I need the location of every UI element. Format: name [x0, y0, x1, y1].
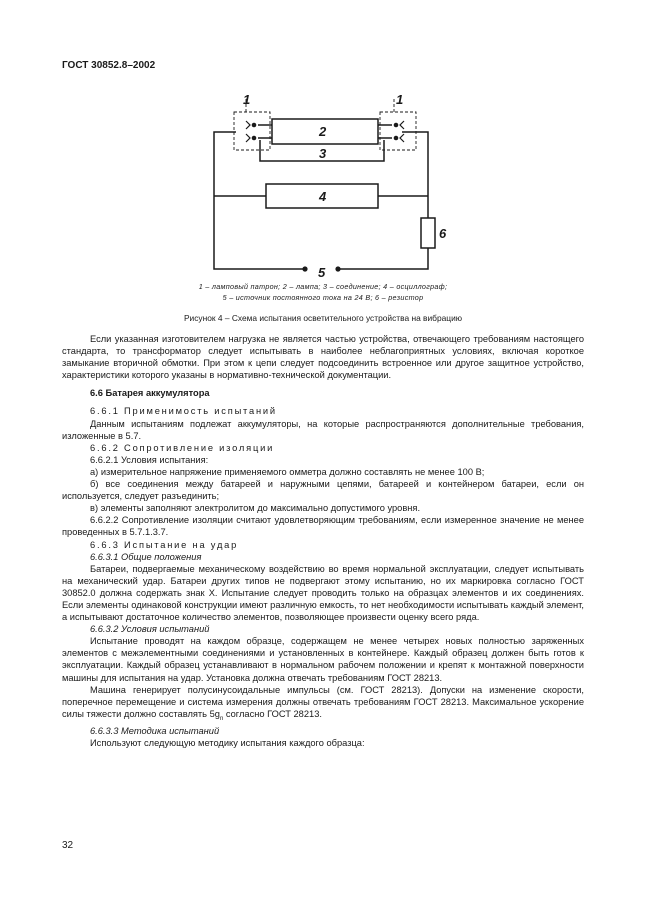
resistor-6	[421, 218, 435, 248]
paragraph: Испытание проводят на каждом образце, содержащем не менее четырех новых полностью заряженных элементов с межэлементными соединениями и установленных в контейнере. Каждый образец должен быть готов к эксплуатации. Каждый образец устанавливают в нормальном рабочем положении и крепят к монтажной поверхности машины для испытания на удар. Установка должна отвечать требованиям ГОСТ 28213.	[62, 636, 584, 683]
label-4: 4	[319, 189, 327, 204]
label-2: 2	[319, 124, 327, 139]
paragraph: Машина генерирует полусинусоидальные импульсы (см. ГОСТ 28213). Допуски на изменение скорости, поперечное перемещение и система измерения должны отвечать требованиям ГОСТ 28213. Максимальное ускорение силы тяжести должно составлять $5g_n$ согласно ГОСТ 28213.	[62, 684, 584, 722]
list-item: а) измерительное напряжение применяемого омметра должно составлять не менее 100 В;	[90, 466, 485, 477]
figure-legend-line-1: 1 – ламповый патрон; 2 – лампа; 3 – соединение; 4 – осциллограф;	[198, 282, 448, 291]
section-heading: 6.6 Батарея аккумулятора	[90, 388, 210, 399]
label-1-right: 1	[396, 92, 404, 107]
subsection-heading: 6.6.2 Сопротивление изоляции	[90, 442, 275, 453]
subsection-heading: 6.6.1 Применимость испытаний	[90, 406, 277, 417]
paragraph: Батареи, подвергаемые механическому воздействию во время нормальной эксплуатации, следует испытывать на механический удар. Батареи других типов не подвергают этому испытанию, но их маркировка согласно ГОСТ 30852.0 должна содержать знак X. Испытание следует проводить только на образцах элементов и их соединениях. Если элементы одинаковой конструкции имеют различную емкость, то нет необходимости испытывать каждый элемент, а испытывают достаточное количество элементов, позволяющее произвести оценку всего ряда.	[62, 563, 584, 623]
clause-heading: 6.6.3.2 Условия испытаний	[90, 624, 210, 635]
figure-caption: Рисунок 4 – Схема испытания осветительного устройства на вибрацию	[183, 313, 463, 323]
paragraph: 6.6.2.2 Сопротивление изоляции считают удовлетворяющим требованиям, если измеренное значение не менее проведенных в 5.7.1.3.7.	[62, 515, 584, 538]
terminal-left	[302, 266, 307, 271]
document-header: ГОСТ 30852.8–2002	[62, 60, 156, 71]
wire-right-lower	[340, 248, 428, 269]
clause-heading: 6.6.3.3 Методика испытаний	[90, 725, 220, 736]
lamp-holder-1-left	[234, 112, 270, 150]
label-6: 6	[439, 226, 447, 241]
paragraph: 6.6.2.1 Условия испытания:	[90, 454, 209, 465]
body-text	[62, 333, 584, 749]
wire-right	[402, 132, 428, 218]
circuit-diagram	[190, 88, 460, 278]
label-3: 3	[319, 146, 327, 161]
label-5: 5	[318, 265, 326, 278]
clause-heading: 6.6.3.1 Общие положения	[90, 551, 202, 562]
page-number: 32	[62, 840, 74, 851]
paragraph: Если указанная изготовителем нагрузка не является частью устройства, отвечающего требованиям настоящего стандарта, то трансформатор следует испытывать в наиболее неблагоприятных условиях, включая короткое замыкание вторичной обмотки. При этом к цепи следует подсоединить встроенное или другое защитное устройство, характеристики которого указаны в нормативно-технической документации.	[62, 334, 584, 381]
paragraph: Используют следующую методику испытания каждого образца:	[90, 737, 365, 748]
label-1-left: 1	[243, 92, 251, 107]
terminal-right	[335, 266, 340, 271]
paragraph: Данным испытаниям подлежат аккумуляторы, на которые распространяются дополнительные требования, изложенные в 5.7.	[62, 418, 584, 441]
wire-left	[214, 132, 303, 269]
lamp-holder-1-right	[380, 112, 416, 150]
subsection-heading: 6.6.3 Испытание на удар	[90, 539, 239, 550]
list-item: в) элементы заполняют электролитом до максимально допустимого уровня.	[90, 503, 421, 514]
figure-legend-line-2: 5 – источник постоянного тока на 24 В; 6 – резистор	[222, 293, 424, 302]
list-item: б) все соединения между батареей и наружными цепями, батареей и контейнером батареи, если он используется, следует разъединить;	[62, 479, 584, 502]
